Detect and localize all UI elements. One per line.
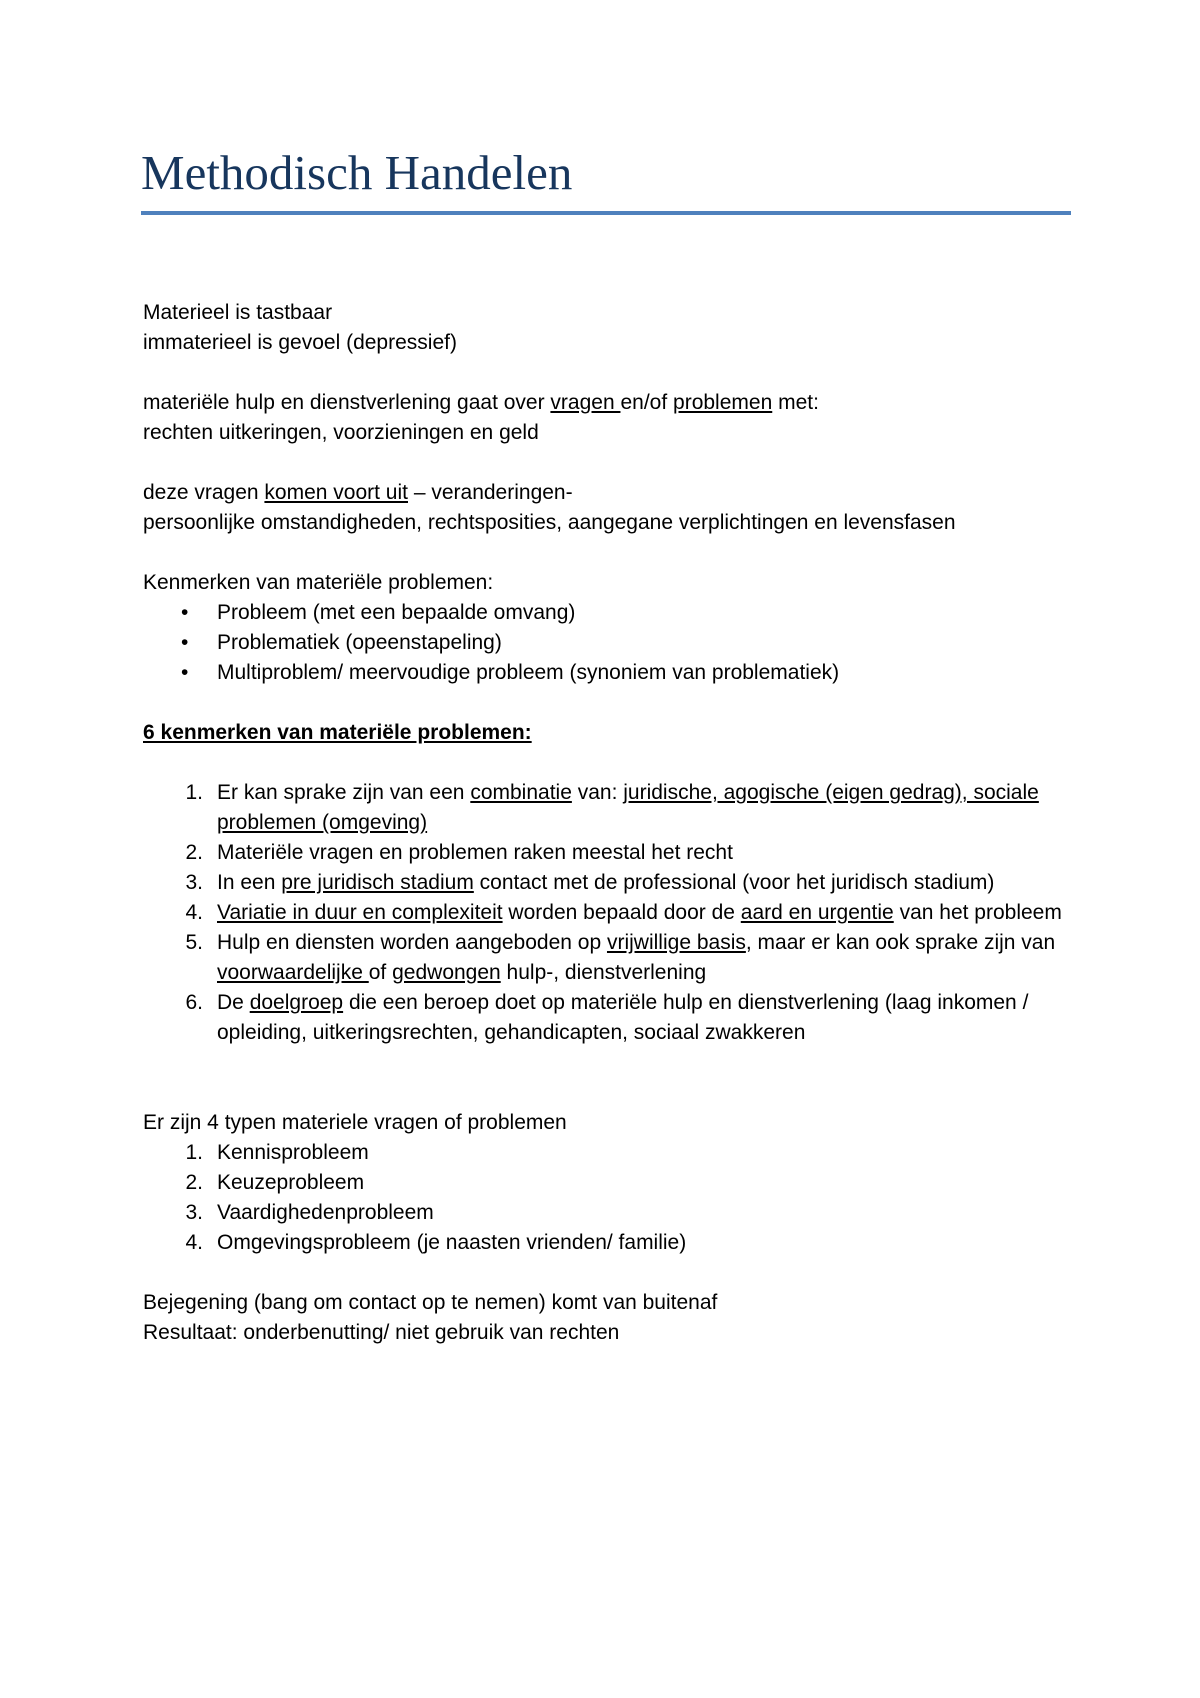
list-item: [143, 598, 1083, 628]
list-item-text: Problematiek (opeenstapeling): [217, 631, 502, 654]
list-item-text: Keuzeprobleem: [217, 1171, 365, 1194]
hulp-paragraph-line-1: [143, 388, 1083, 418]
text-run: worden bepaald door de: [502, 901, 741, 924]
text-run: van het probleem: [893, 901, 1062, 924]
zes-kenmerken-heading: 6 kenmerken van materiële problemen:: [143, 721, 532, 744]
list-item: [143, 628, 1083, 658]
text-run: deze vragen: [143, 481, 265, 504]
list-item: [143, 838, 1083, 868]
list-item-text: Vaardighedenprobleem: [217, 1201, 434, 1224]
list-item-text: Omgevingsprobleem (je naasten vrienden/ familie): [217, 1231, 687, 1254]
bullet-icon: •: [181, 601, 189, 624]
text-run: of: [368, 961, 393, 984]
text-run: In een: [217, 871, 282, 894]
title-underline-rule: [141, 211, 1071, 215]
underlined-run: combinatie: [470, 781, 572, 804]
text-run: De: [217, 991, 250, 1014]
list-item: [143, 928, 1083, 988]
list-number: 2.: [185, 1171, 203, 1194]
intro-line-2: immaterieel is gevoel (depressief): [143, 331, 457, 354]
list-number: 6.: [185, 991, 203, 1014]
list-number: 4.: [185, 1231, 203, 1254]
text-run: Er kan sprake zijn van een: [217, 781, 471, 804]
zes-kenmerken-list: [143, 778, 1083, 1048]
slot-line-2: Resultaat: onderbenutting/ niet gebruik van rechten: [143, 1321, 620, 1344]
text-run: materiële hulp en dienstverlening gaat over: [143, 391, 551, 414]
hulp-paragraph-line-2: rechten uitkeringen, voorzieningen en geld: [143, 421, 539, 444]
underlined-run: juridische, agogische (eigen gedrag), sociale problemen (omgeving): [217, 781, 1039, 834]
list-item: [143, 868, 1083, 898]
list-item: [143, 1198, 1083, 1228]
list-item-text: Kennisprobleem: [217, 1141, 369, 1164]
text-run: Hulp en diensten worden aangeboden op: [217, 931, 607, 954]
list-number: 5.: [185, 931, 203, 954]
underlined-run: voorwaardelijke: [217, 961, 369, 984]
text-run: en/of: [620, 391, 674, 414]
text-run: hulp-, dienstverlening: [500, 961, 707, 984]
text-run: – veranderingen-: [408, 481, 573, 504]
kenmerken-bullet-list: [143, 598, 1083, 688]
text-run: Materiële vragen en problemen raken meestal het recht: [217, 841, 733, 864]
vragen-paragraph-line-2: persoonlijke omstandigheden, rechtsposities, aangegane verplichtingen en levensfasen: [143, 511, 956, 534]
underlined-run: problemen: [673, 391, 773, 414]
underlined-run: aard en urgentie: [740, 901, 894, 924]
underlined-run: pre juridisch stadium: [281, 871, 474, 894]
underlined-run: gedwongen: [392, 961, 501, 984]
list-number: 3.: [185, 1201, 203, 1224]
text-run: die een beroep doet op materiële hulp en dienstverlening (laag inkomen / opleiding, uitkeringsrechten, gehandicapten, sociaal zwakkeren: [217, 991, 1029, 1044]
intro-line-1: Materieel is tastbaar: [143, 301, 333, 324]
underlined-run: vragen: [550, 391, 621, 414]
underlined-run: vrijwillige basis: [606, 931, 746, 954]
list-item: [143, 988, 1083, 1048]
page-title: Methodisch Handelen: [141, 145, 573, 200]
list-number: 1.: [185, 1141, 203, 1164]
text-run: contact met de professional (voor het juridisch stadium): [473, 871, 995, 894]
list-number: 4.: [185, 901, 203, 924]
document-body: [143, 298, 1083, 1348]
underlined-run: Variatie in duur en complexiteit: [217, 901, 503, 924]
underlined-run: doelgroep: [249, 991, 344, 1014]
list-item: [143, 1228, 1083, 1258]
list-item: [143, 1138, 1083, 1168]
bullet-icon: •: [181, 661, 189, 684]
list-item: [143, 1168, 1083, 1198]
typen-heading: Er zijn 4 typen materiele vragen of problemen: [143, 1111, 567, 1134]
list-item: [143, 898, 1083, 928]
text-run: met:: [772, 391, 819, 414]
text-run: , maar er kan ook sprake zijn van: [745, 931, 1056, 954]
underlined-run: komen voort uit: [264, 481, 408, 504]
list-item: [143, 658, 1083, 688]
list-item-text: Multiproblem/ meervoudige probleem (synoniem van problematiek): [217, 661, 840, 684]
text-run: van:: [571, 781, 624, 804]
list-number: 3.: [185, 871, 203, 894]
list-number: 2.: [185, 841, 203, 864]
list-number: 1.: [185, 781, 203, 804]
slot-line-1: Bejegening (bang om contact op te nemen) komt van buitenaf: [143, 1291, 718, 1314]
list-item-text: Probleem (met een bepaalde omvang): [217, 601, 576, 624]
typen-list: [143, 1138, 1083, 1258]
vragen-paragraph-line-1: [143, 478, 1083, 508]
bullet-icon: •: [181, 631, 189, 654]
list-item: [143, 778, 1083, 838]
kenmerken-heading: Kenmerken van materiële problemen:: [143, 571, 494, 594]
